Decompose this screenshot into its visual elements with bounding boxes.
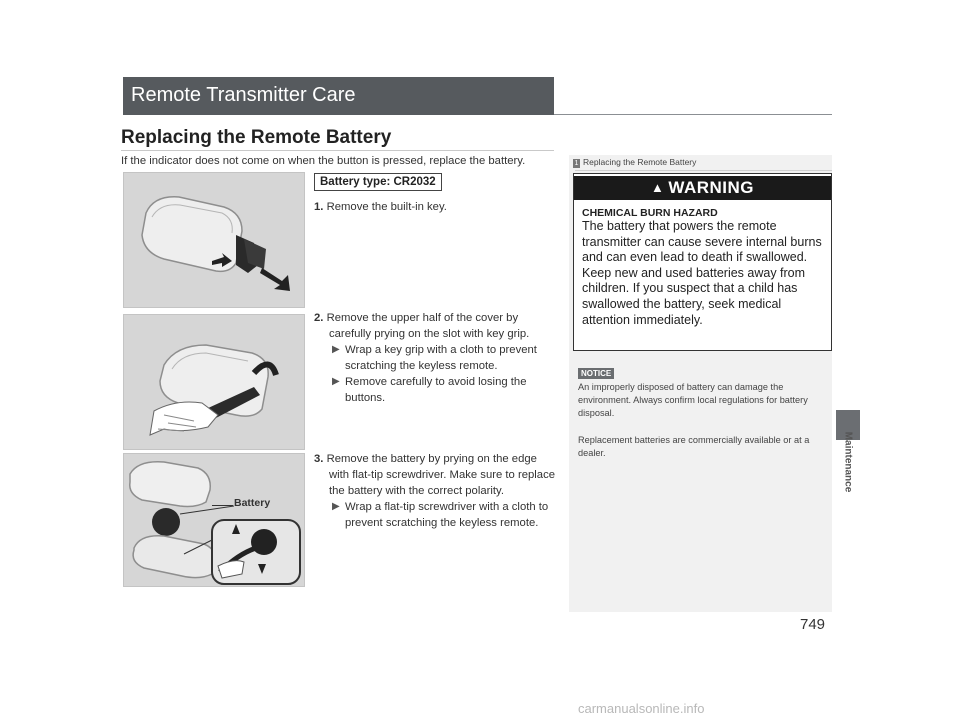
notice-badge: NOTICE	[578, 368, 614, 379]
subsection-title: Replacing the Remote Battery	[121, 127, 392, 148]
step-3-subitem-1	[329, 499, 559, 531]
warning-label: WARNING	[668, 178, 755, 197]
battery-callout-label: Battery	[234, 497, 271, 509]
arrow-right-icon: ▶	[332, 376, 340, 387]
key-fob-remove-battery-drawing	[124, 454, 304, 586]
header-divider	[554, 114, 832, 115]
battery-callout-line	[212, 505, 233, 506]
step-2	[314, 310, 554, 406]
subsection-divider	[121, 150, 554, 151]
step-2-text: Remove the upper half of the cover by carefully prying on the slot with key grip.	[326, 312, 530, 340]
warning-box	[573, 173, 832, 351]
step-3-text: Remove the battery by prying on the edge with flat-tip screwdriver. Make sure to replace the battery with the correct polarity.	[326, 453, 556, 497]
step-1-text: Remove the built-in key.	[326, 201, 447, 213]
step-1-number: 1.	[314, 201, 324, 213]
arrow-right-icon: ▶	[332, 344, 340, 355]
step-3-number: 3.	[314, 453, 324, 465]
side-tab-label: Maintenance	[842, 431, 854, 493]
key-fob-pry-cover-drawing	[124, 315, 304, 449]
warning-text: The battery that powers the remote transmitter can cause severe internal burns and can even lead to death if swallowed. Keep new and used batteries away from children. If you suspect that a child has swallowed the battery, seek medical attention immediately.	[582, 219, 822, 327]
panel-reference	[573, 157, 696, 168]
reference-number: 1	[574, 160, 579, 167]
warning-header	[574, 176, 831, 200]
notice-text: An improperly disposed of battery can damage the environment. Always confirm local regulations for battery disposal.	[578, 382, 808, 418]
intro-text: If the indicator does not come on when the button is pressed, replace the battery.	[121, 155, 526, 167]
step-1	[314, 199, 447, 215]
battery-type-box: Battery type: CR2032	[314, 173, 442, 191]
step-2-subitem-2-text: Remove carefully to avoid losing the buttons.	[345, 376, 527, 404]
illustration-pry-cover	[123, 314, 305, 450]
panel-divider	[575, 170, 832, 171]
reference-title: Replacing the Remote Battery	[583, 157, 697, 167]
step-2-subitem-2	[329, 374, 554, 406]
watermark: carmanualsonline.info	[578, 701, 705, 716]
step-2-subitem-1-text: Wrap a key grip with a cloth to prevent scratching the keyless remote.	[345, 344, 537, 372]
illustration-remove-key	[123, 172, 305, 308]
section-header	[123, 77, 554, 115]
page-number: 749	[800, 616, 826, 633]
step-3	[314, 451, 559, 531]
arrow-right-icon: ▶	[332, 501, 340, 512]
notice-text-2: Replacement batteries are commercially available or at a dealer.	[578, 435, 810, 458]
warning-triangle-icon: ▲	[650, 180, 665, 195]
illustration-remove-battery	[123, 453, 305, 587]
step-2-number: 2.	[314, 312, 324, 324]
warning-hazard: CHEMICAL BURN HAZARD	[582, 207, 718, 219]
section-title: Remote Transmitter Care	[131, 84, 356, 106]
key-fob-remove-key-drawing	[124, 173, 304, 307]
step-3-subitem-1-text: Wrap a flat-tip screwdriver with a cloth to prevent scratching the keyless remote.	[345, 501, 549, 529]
step-2-subitem-1	[329, 342, 554, 374]
